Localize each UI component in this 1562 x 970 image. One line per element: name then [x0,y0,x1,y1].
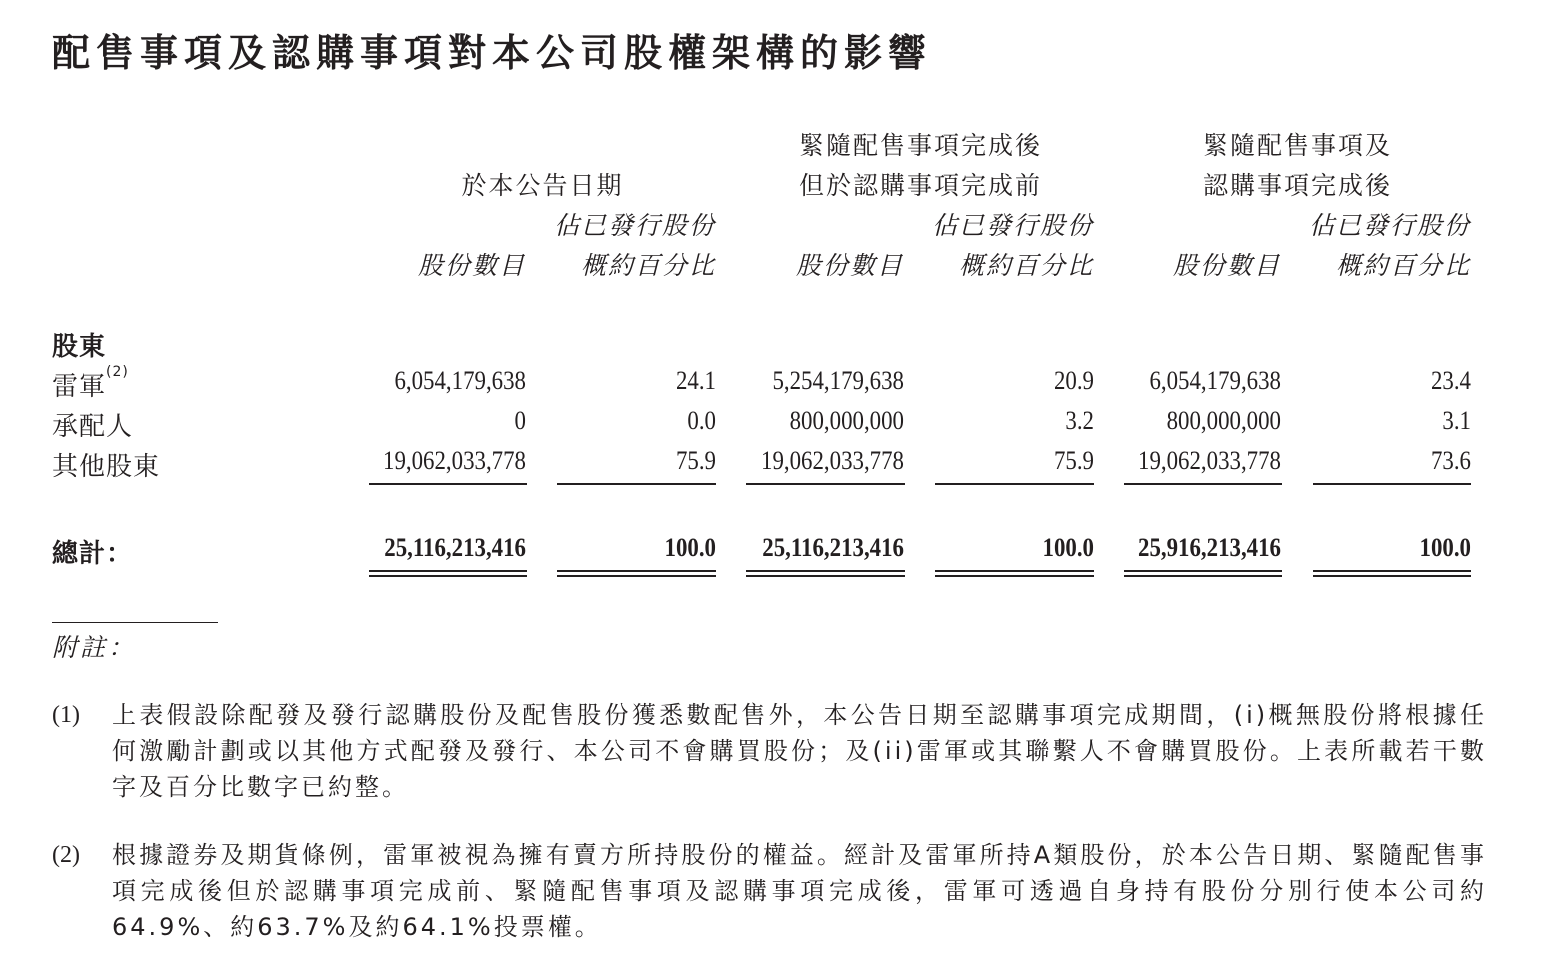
rule [557,483,716,485]
group-header-2-line2: 但於認購事項完成前 [798,171,1042,200]
cell: 0.0 [687,406,716,435]
cell: 24.1 [675,366,716,395]
cell: 75.9 [1053,446,1094,475]
notes-separator [52,622,218,623]
double-rule [746,570,905,577]
cell: 19,062,033,778 [383,446,526,475]
cell: 19,062,033,778 [761,446,904,475]
group-header-2-line1: 緊隨配售事項完成後 [798,131,1042,160]
double-rule [1313,570,1471,577]
group-header-1-line2: 於本公告日期 [461,171,624,200]
group-header-3-line2: 認購事項完成後 [1202,171,1392,200]
total-cell: 25,116,213,416 [762,533,904,562]
cell: 20.9 [1053,366,1094,395]
col-header-pct-line2: 概約百分比 [1335,251,1471,280]
double-rule [557,570,716,577]
row-label-lei-jun: 雷軍$^{(2)}$ [52,364,129,402]
note-text: 根據證券及期貨條例，雷軍被視為擁有賣方所持股份的權益。經計及雷軍所持A類股份，於本公告日期、緊隨配售事項完成後但於認購事項完成前、緊隨配售事項及認購事項完成後，雷軍可透過自身持有股份分別行使本公司約64.9%、約63.7%及約64.1%投票權。 [112,841,1487,941]
rule [935,483,1094,485]
col-header-shares: 股份數目 [417,251,526,280]
cell: 6,054,179,638 [394,366,526,395]
total-label: 總計： [52,539,134,569]
section-label-shareholders: 股東 [52,332,107,362]
rule [369,483,527,485]
row-label-placees: 承配人 [52,412,134,442]
cell: 800,000,000 [789,406,904,435]
footnote-ref: (2) [106,364,129,380]
double-rule [369,570,527,577]
double-rule [1124,570,1282,577]
col-header-pct-line1: 佔已發行股份 [553,211,716,240]
col-header-pct-line1: 佔已發行股份 [931,211,1094,240]
col-header-shares: 股份數目 [795,251,904,280]
cell: 6,054,179,638 [1149,366,1281,395]
total-cell: 25,116,213,416 [384,533,526,562]
cell: 0 [514,406,526,435]
col-header-pct-line2: 概約百分比 [580,251,716,280]
note-number: (2) [52,842,80,868]
col-header-pct-line2: 概約百分比 [958,251,1094,280]
group-header-3-line1: 緊隨配售事項及 [1202,131,1392,160]
note-text: 上表假設除配發及發行認購股份及配售股份獲悉數配售外，本公告日期至認購事項完成期間，(i)概無股份將根據任何激勵計劃或以其他方式配發及發行、本公司不會購買股份；及(ii)雷軍或其聯繫人不會購買股份。上表所載若干數字及百分比數字已約整。 [112,701,1487,801]
total-cell: 100.0 [664,533,716,562]
cell: 75.9 [675,446,716,475]
cell: 3.1 [1442,406,1471,435]
total-cell: 25,916,213,416 [1138,533,1281,562]
col-header-shares: 股份數目 [1172,251,1281,280]
cell: 3.2 [1065,406,1094,435]
rule [1124,483,1282,485]
rule [1313,483,1471,485]
total-cell: 100.0 [1042,533,1094,562]
cell: 800,000,000 [1166,406,1281,435]
row-label-other-shareholders: 其他股東 [52,452,161,482]
cell: 19,062,033,778 [1138,446,1281,475]
total-cell: 100.0 [1419,533,1471,562]
cell: 73.6 [1430,446,1471,475]
notes-label: 附註： [52,633,137,662]
page-title: 配售事項及認購事項對本公司股權架構的影響 [52,31,933,75]
double-rule [935,570,1094,577]
cell: 23.4 [1430,366,1471,395]
cell: 5,254,179,638 [772,366,904,395]
rule [746,483,905,485]
note-number: (1) [52,702,80,728]
col-header-pct-line1: 佔已發行股份 [1308,211,1471,240]
